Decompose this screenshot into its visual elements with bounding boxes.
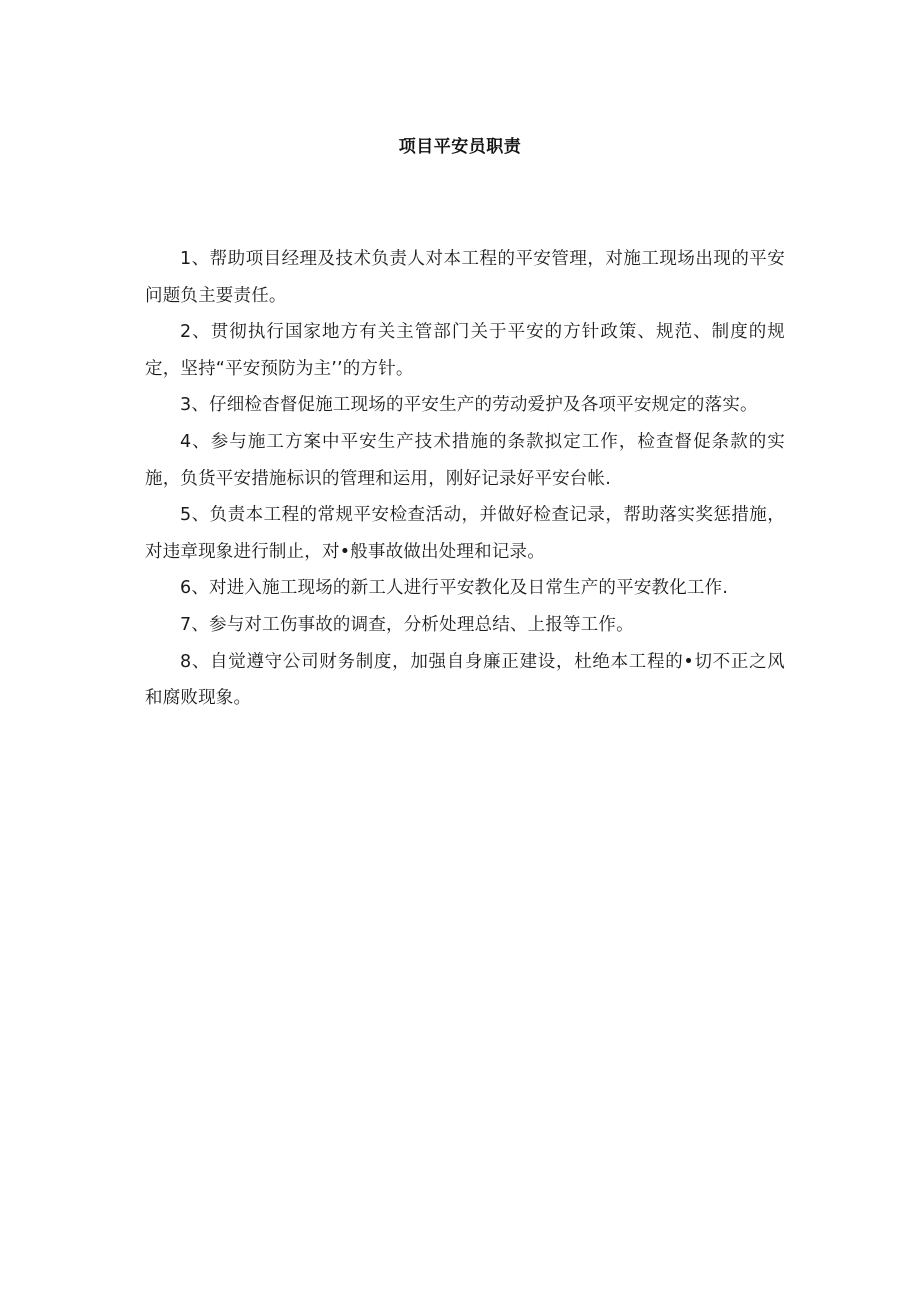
document-body <box>145 241 785 717</box>
duty-item-7: 7、参与对工伤事故的调查，分析处理总结、上报等工作。 <box>180 614 634 635</box>
duty-item-2: 2、贯彻执行国家地方有关主管部门关于平安的方针政策、规范、制度的规定，坚持“平安预防为主’’的方针。 <box>145 322 785 379</box>
duty-item-5: 5、负责本工程的常规平安检查活动，并做好检查记录，帮助落实奖惩措施，对违章现象进行制止，对•般事故做出处理和记录。 <box>145 505 785 562</box>
duty-item-3: 3、仔细检杳督促施工现场的平安生产的劳动爱护及各项平安规定的落实。 <box>180 395 758 416</box>
duty-item-8: 8、自觉遵守公司财务制度，加强自身廉正建设，杜绝本工程的•切不正之风和腐败现象。 <box>145 651 785 709</box>
duty-item-4: 4、参与施工方案中平安生产技术措施的条款拟定工作，检查督促条款的实施，负货平安措施标识的管理和运用，刚好记录好平安台帐. <box>145 431 785 489</box>
document-title: 项目平安员职责 <box>398 137 522 157</box>
duty-item-1: 1、帮助项目经理及技术负责人对本工程的平安管理，对施工现场出现的平安问题负主要责任。 <box>145 249 785 306</box>
duty-item-6: 6、对进入施工现场的新工人进行平安教化及日常生产的平安教化工作. <box>180 578 729 599</box>
